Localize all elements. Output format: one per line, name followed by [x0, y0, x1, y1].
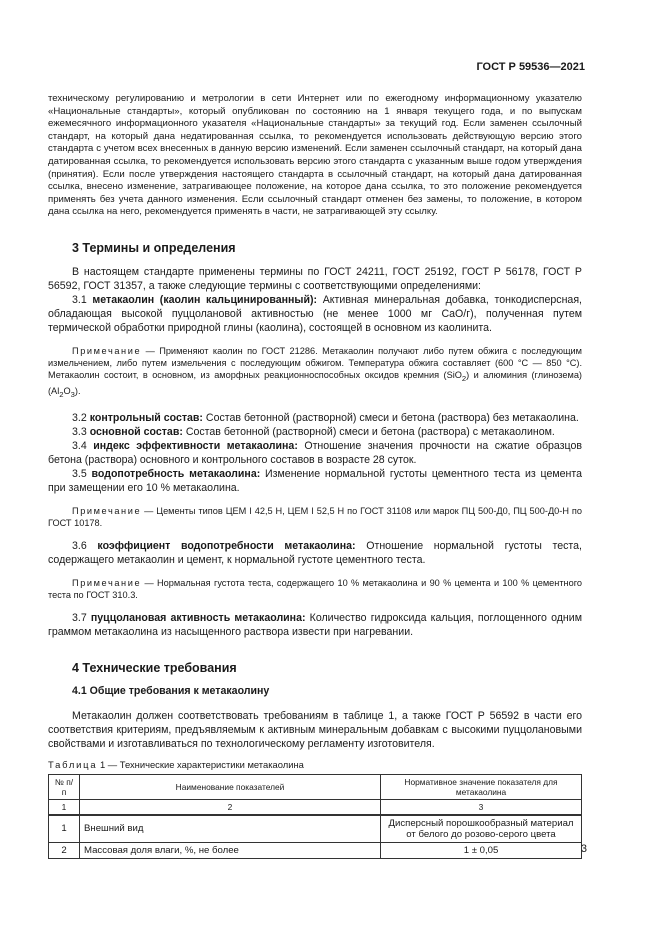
term-number: 3.2 — [72, 411, 87, 424]
table-cell: Внешний вид — [80, 815, 381, 843]
subscript: 2 — [461, 373, 467, 383]
table-header-row — [49, 774, 582, 799]
term-name: коэффициент водопотребности метакаолина: — [97, 539, 356, 552]
table-cell: Массовая доля влаги, %, не более — [80, 842, 381, 858]
table-colnum-row — [49, 799, 582, 815]
colnum-cell: 2 — [80, 799, 381, 815]
note-1 — [48, 345, 582, 401]
term-name: основной состав: — [89, 425, 183, 438]
term-3-1 — [48, 293, 582, 335]
term-3-3 — [48, 425, 582, 439]
note-2 — [48, 505, 582, 529]
intro-paragraph: техническому регулированию и метрологии в сети Интернет или по ежегодному информационному указателю «Национальные стандарты», который опубликован по состоянию на 1 января текущего года, и по выпускам ежемесячного информационного указателя «Национальные стандарты» за текущий год. Если заменен ссылочный стандарт, на который дана недатированная ссылка, то рекомендуется использовать действующую версию этого стандарта с учетом всех внесенных в данную версию изменений. Если заменен ссылочный стандарт, на который дана датированная ссылка, то рекомендуется использовать версию этого стандарта с указанным выше годом утверждения (принятия). Если после утверждения настоящего стандарта в ссылочный стандарт, на который дана датированная ссылка, внесено изменение, затрагивающее положение, на которое дана ссылка, то это положение рекомендуется применять без учета данного изменения. Если ссылочный стандарт отменен без замены, то положение, в котором дана ссылка на него, рекомендуется применять в части, не затрагивающей эту ссылку. — [48, 93, 582, 218]
term-number: 3.1 — [72, 293, 87, 306]
note-text-end: ). — [74, 385, 81, 396]
term-3-4 — [48, 439, 582, 467]
note-dash: — — [141, 505, 157, 516]
table-cell: 2 — [49, 842, 80, 858]
note-text: Применяют каолин по ГОСТ 21286. Метакаолин получают либо путем обжига с последующим измельчением, либо путем измельчения с последующим обжигом. Температура обжига составляет (600 °С — 850 °С). Метакаолин состоит, в основном, из аморфных реакционноспособных оксидов кремния (SiO — [48, 345, 582, 380]
section-4-title: 4 Технические требования — [72, 660, 237, 675]
term-3-5 — [48, 467, 582, 495]
page-number: 3 — [580, 843, 587, 855]
term-name: водопотребность метакаолина: — [91, 467, 261, 480]
table-cell: 1 — [49, 815, 80, 843]
section-3-lead: В настоящем стандарте применены термины по ГОСТ 24211, ГОСТ 25192, ГОСТ Р 56178, ГОСТ Р 56592, ГОСТ 31357, а также следующие термины с соответствующими определениями: — [48, 265, 582, 292]
note-text: Нормальная густота теста, содержащего 10 % метакаолина и 90 % цемента и 100 % цементного теста по ГОСТ 310.3. — [48, 577, 582, 600]
term-3-6 — [48, 539, 582, 567]
note-text: Цементы типов ЦЕМ I 42,5 Н, ЦЕМ I 52,5 Н по ГОСТ 31108 или марок ПЦ 500-Д0, ПЦ 500-Д0-Н по ГОСТ 10178. — [48, 505, 583, 528]
colnum-cell: 3 — [381, 799, 582, 815]
term-definition: Количество гидроксида кальция, поглощенного одним граммом метакаолина из насыщенного раствора извести при нагревании. — [48, 611, 582, 638]
note-label: Примечание — [72, 345, 142, 356]
section-3-title: 3 Термины и определения — [72, 240, 236, 255]
term-number: 3.6 — [72, 539, 87, 552]
page-content — [48, 93, 582, 859]
note-3 — [48, 577, 582, 601]
colnum-cell: 1 — [49, 799, 80, 815]
subsection-4-1-title: 4.1 Общие требования к метакаолину — [72, 684, 270, 697]
specs-table — [48, 774, 582, 859]
doc-code-header: ГОСТ Р 59536—2021 — [476, 61, 585, 73]
term-3-2 — [48, 411, 582, 425]
term-definition: Изменение нормальной густоты цементного теста из цемента при замещении его 10 % метакаолина. — [48, 467, 582, 494]
term-name: метакаолин (каолин кальцинированный): — [92, 293, 318, 306]
term-number: 3.7 — [72, 611, 87, 624]
table-cell: 1 ± 0,05 — [381, 842, 582, 858]
note-label: Примечание — [72, 505, 142, 516]
header-cell: № п/п — [49, 774, 80, 799]
subscript: 3 — [70, 389, 75, 399]
header-cell: Наименование показателей — [80, 774, 381, 799]
term-number: 3.4 — [72, 439, 87, 452]
term-3-7 — [48, 611, 582, 639]
term-name: контрольный состав: — [89, 411, 203, 424]
term-number: 3.5 — [72, 467, 87, 480]
header-cell: Нормативное значение показателя для метакаолина — [381, 774, 582, 799]
note-text-mid: ) и алюминия (глинозема) (Al — [48, 369, 582, 396]
table-row — [49, 842, 582, 858]
term-definition: Отношение нормальной густоты теста, содержащего метакаолин и цемент, к нормальной густоте цементного теста. — [48, 539, 582, 566]
term-number: 3.3 — [72, 425, 87, 438]
table-cell: Дисперсный порошкообразный материал от белого до розово-серого цвета — [381, 815, 582, 843]
term-name: индекс эффективности метакаолина: — [93, 439, 298, 452]
note-dash: — — [141, 577, 158, 588]
table-caption — [48, 759, 582, 770]
note-label: Примечание — [72, 577, 142, 588]
note-text-o: O — [63, 385, 71, 396]
note-dash: — — [141, 345, 160, 356]
subscript: 2 — [59, 389, 64, 399]
term-definition: Активная минеральная добавка, тонкодисперсная, обладающая высокой пуццолановой активностью (не менее 1000 мг CaO/г), полученная путем термической обработки природной глины (каолина), состоящей в основном из каолинита. — [48, 293, 582, 334]
table-caption-label: Таблица — [48, 758, 98, 770]
section-4-1-paragraph: Метакаолин должен соответствовать требованиям в таблице 1, а также ГОСТ Р 56592 в части его соответствия критериям, предъявляемым к активным минеральным добавкам с высокими пуццолановыми свойствами и изготавливаться по технологическому регламенту изготовителя. — [48, 709, 582, 750]
term-name: пуццолановая активность метакаолина: — [90, 611, 306, 624]
term-definition: Состав бетонной (растворной) смеси и бетона (раствора) с метакаолином. — [185, 425, 555, 438]
table-row — [49, 815, 582, 843]
term-definition: Состав бетонной (растворной) смеси и бетона (раствора) без метакаолина. — [205, 411, 579, 424]
term-definition: Отношение значения прочности на сжатие образцов бетона (раствора) основного и контрольного составов в возрасте 28 суток. — [48, 439, 583, 466]
table-caption-text: 1 — Технические характеристики метакаолина — [97, 758, 304, 770]
